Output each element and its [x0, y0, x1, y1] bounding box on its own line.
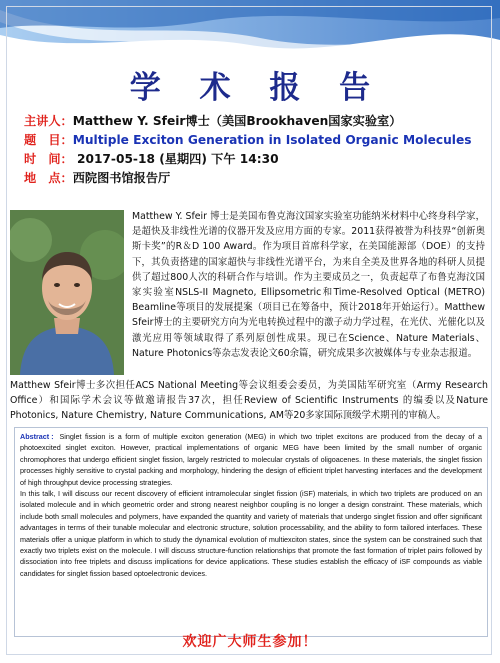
topic-row: [24, 131, 494, 150]
abstract-box: [14, 427, 488, 637]
speaker-bio: Matthew Y. Sfeir 博士是美国布鲁克海汶国家实验室功能纳米材料中心终身科学家，是超快及非线性光谱的仪器开发及应用方面的专家。2011获得被誉为科技界“创新奥斯卡奖”的R＆D 100 Award。作为项目首席科学家，在美国能源部（DOE）的支持下，其负责搭建的国家超快与非线性光谱平台，为来自全美及世界各地的科研人员提供了超过800人次的科研合作与培训。作为主要成员之一，负责起草了布鲁克海汶国家实验室NSLS-II Magneto, Ellipsometric和Time-Resolved Optical (METRO) Beamline等项目的发展提案（项目已在筹备中，预计2018年开始运行）。Matthew Sfeir博士的主要研究方向为光电转换过程中的激子动力学过程，在光伏、光催化以及激光应用等领域取得了系列原创性成果。现已在Science、Nature Materials、Nature Photonics等杂志发表论文60余篇，研究成果多次被媒体与专业杂志报道。: [132, 211, 485, 359]
page-title: 学 术 报 告: [129, 70, 385, 106]
abstract-paragraph-2: In this talk, I will discuss our recent discovery of efficient intramolecular singlet fission (iSF) materials, in which two triplets are produced on an isolated molecule and in which geometric order and strong nearest neighbor coupling is no longer a design constraint. These materials, which include both small molecules and polymers, have expanded the quantity and variety of materials that undergo singlet fission and offer significant advantages in terms of their tunable molecular and electronic structure, solution processability, and the ability to form tailored interfaces. These materials offer a unique platform in which to study the dynamical evolution of multiexciton states, since the system can be constrained such that exactly two triplets exist on the molecule. I will discuss structure-function relationships that promote the fast formation of triplet pairs followed by dissociation into free triplets and discuss implications for device applications. These studies establish the efficacy of iSF compounds as viable candidates for singlet fission based optoelectronic devices.: [20, 489, 482, 578]
place-value: 西院图书馆报告厅: [72, 171, 171, 185]
topic-value: Multiple Exciton Generation in Isolated Organic Molecules: [72, 133, 472, 147]
place-row: [24, 169, 494, 188]
speaker-bio-continued: Matthew Sfeir博士多次担任ACS National Meeting等会议组委会委员，为美国陆军研究室（Army Research Office）和国际学术会议等做邀请报告37次，担任Review of Scientific Instruments 的编委以及Nature Photonics, Nature Chemistry, Nature Communications, AM等20多家国际顶级学术期刊的审稿人。: [10, 380, 488, 422]
time-row: [24, 150, 494, 169]
welcome-message: 欢迎广大师生参加！: [182, 634, 318, 650]
speaker-photo: [10, 210, 124, 375]
speaker-row: [24, 112, 494, 131]
talk-info: [24, 112, 494, 188]
speaker-value: Matthew Y. Sfeir博士（美国Brookhaven国家实验室）: [72, 114, 402, 128]
abstract-text-1: Singlet fission is a form of multiple exciton generation (MEG) in which two triplet excitons are produced from the decay of a photoexcited singlet exciton. However, practical implementations of organic MEG have been limited by the small number of organic chromophores that undergo efficient singlet fission, largely restricted to molecular crystals of oligoacenes. In these materials, the singlet fission processes highly sensitive to crystal packing and morphology, hindering the design of efficient triplet harvesting interfaces and the development of high throughput device processing strategies.: [20, 432, 482, 487]
time-label: 时 间：: [24, 152, 73, 166]
topic-label: 题 目：: [24, 133, 73, 147]
place-label: 地 点：: [24, 171, 73, 185]
abstract-paragraph-1: [20, 431, 482, 488]
abstract-label: Abstract：: [20, 432, 60, 441]
speaker-label: 主讲人：: [24, 114, 73, 128]
time-value: 2017-05-18 (星期四) 下午 14:30: [72, 152, 279, 166]
